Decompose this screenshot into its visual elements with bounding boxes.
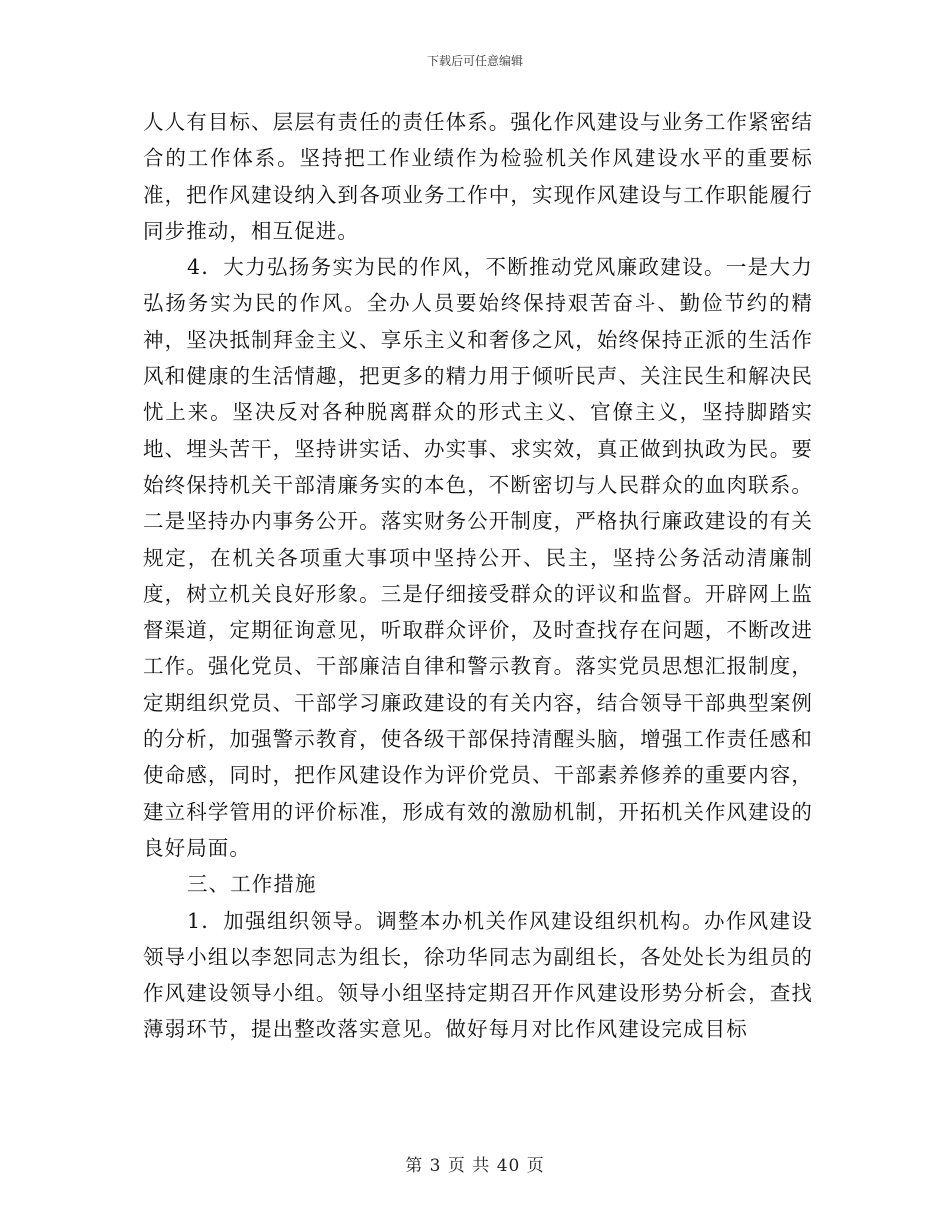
page-footer: 第 3 页 共 40 页 bbox=[405, 1156, 545, 1176]
paragraph-responsibility-system: 人人有目标、层层有责任的责任体系。强化作风建设与业务工作紧密结合的工作体系。坚持把工作业绩作为检验机关作风建设水平的重要标准，把作风建设纳入到各项业务工作中，实现作风建设与工作职能履行同步推动，相互促进。 bbox=[143, 110, 813, 243]
section-heading-work-measures: 三、工作措施 bbox=[187, 872, 317, 897]
paragraph-item-1: 1．加强组织领导。调整本办机关作风建设组织机构。办作风建设领导小组以李恕同志为组长，徐功华同志为副组长，各处处长为组员的作风建设领导小组。领导小组坚持定期召开作风建设形势分析会，查找薄弱环节，提出整改落实意见。做好每月对比作风建设完成目标 bbox=[143, 908, 813, 1042]
paragraph-item-4: 4．大力弘扬务实为民的作风，不断推动党风廉政建设。一是大力弘扬务实为民的作风。全办人员要始终保持艰苦奋斗、勤俭节约的精神，坚决抵制拜金主义、享乐主义和奢侈之风，始终保持正派的生活作风和健康的生活情趣，把更多的精力用于倾听民声、关注民生和解决民忧上来。坚决反对各种脱离群众的形式主义、官僚主义，坚持脚踏实地、埋头苦干，坚持讲实话、办实事、求实效，真正做到执政为民。要始终保持机关干部清廉务实的本色，不断密切与人民群众的血肉联系。二是坚持办内事务公开。落实财务公开制度，严格执行廉政建设的有关规定，在机关各项重大事项中坚持公开、民主，坚持公务活动清廉制度，树立机关良好形象。三是仔细接受群众的评议和监督。开辟网上监督渠道，定期征询意见，听取群众评价，及时查找存在问题，不断改进工作。强化党员、干部廉洁自律和警示教育。落实党员思想汇报制度，定期组织党员、干部学习廉政建设的有关内容，结合领导干部典型案例的分析，加强警示教育，使各级干部保持清醒头脑，增强工作责任感和使命感，同时，把作风建设作为评价党员、干部素养修养的重要内容，建立科学管用的评价标准，形成有效的激励机制，开拓机关作风建设的良好局面。 bbox=[143, 255, 813, 860]
page-header: 下载后可任意编辑 bbox=[426, 54, 523, 68]
document-body bbox=[143, 104, 813, 1048]
